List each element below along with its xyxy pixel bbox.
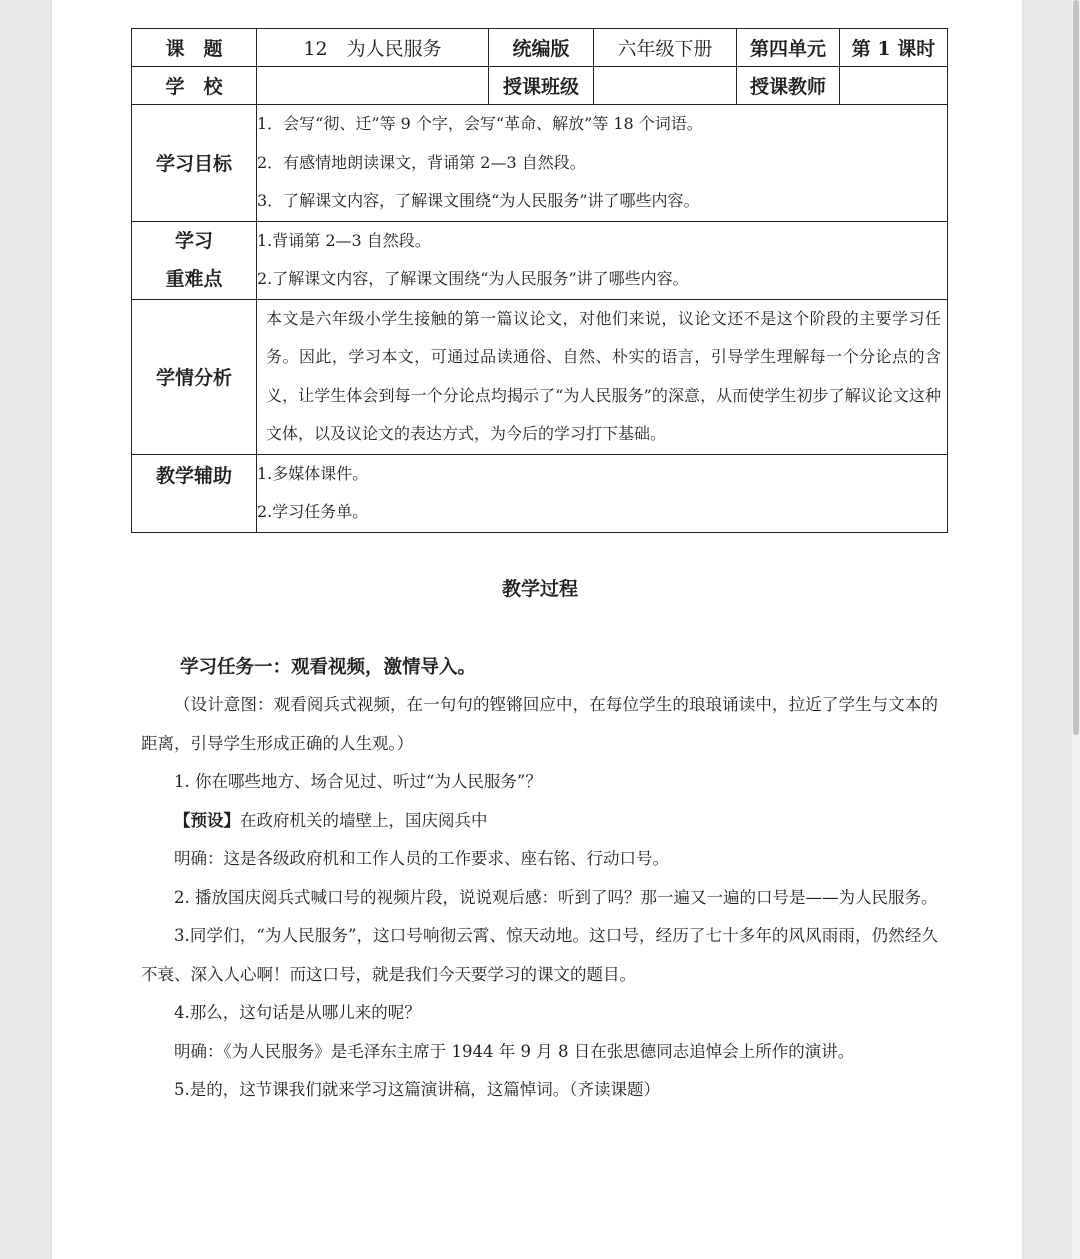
school-label: 学 校 <box>132 67 257 105</box>
question-4: 4.那么，这句话是从哪儿来的呢？ <box>174 1003 421 1022</box>
aids-cell <box>257 454 948 532</box>
key-points-label <box>132 221 257 299</box>
table-row <box>132 29 948 67</box>
question-2: 2. 播放国庆阅兵式喊口号的视频片段，说说观后感：听到了吗？那一遍又一遍的口号是——为人民服务。 <box>174 887 938 907</box>
clarification-2: 明确：《为人民服务》是毛泽东主席于 1944 年 9 月 8 日在张思德同志追悼会上所作的演讲。 <box>174 1041 855 1061</box>
preset-label: 【预设】 <box>174 810 240 830</box>
key-points-label-line2: 重难点 <box>165 268 223 290</box>
question-1: 1. 你在哪些地方、场合见过、听过“为人民服务”？ <box>174 772 542 791</box>
topic-label: 课 题 <box>132 29 257 67</box>
list-item: 1.背诵第 2—3 自然段。 <box>257 230 431 250</box>
clarification-1: 明确：这是各级政府机和工作人员的工作要求、座右铭、行动口号。 <box>174 849 669 868</box>
school-value <box>257 67 489 105</box>
key-points-label-line1: 学习 <box>174 229 213 252</box>
analysis-label: 学情分析 <box>132 299 257 454</box>
class-label: 授课班级 <box>489 67 594 105</box>
grade-cell: 六年级下册 <box>594 29 737 67</box>
aids-label: 教学辅助 <box>132 454 257 532</box>
scrollbar[interactable] <box>1072 0 1080 1259</box>
goals-label: 学习目标 <box>132 105 257 222</box>
list-item: 1．会写“彻、迁”等 9 个字，会写“革命、解放”等 18 个词语。 <box>257 114 703 133</box>
edition-cell: 统编版 <box>489 29 594 67</box>
table-row <box>132 67 948 105</box>
analysis-cell <box>257 299 948 454</box>
preset-answer <box>141 802 938 841</box>
teaching-process-body <box>141 650 938 1110</box>
unit-cell: 第四单元 <box>737 29 840 67</box>
table-row <box>132 221 948 299</box>
teacher-label: 授课教师 <box>737 67 840 105</box>
task-heading: 学习任务一：观看视频，激情导入。 <box>180 657 477 678</box>
table-row <box>132 105 948 222</box>
list-item: 2.学习任务单。 <box>257 502 369 521</box>
period-cell: 第 1 课时 <box>840 29 948 67</box>
teacher-value <box>840 67 948 105</box>
section-title: 教学过程 <box>501 578 578 600</box>
class-value <box>594 67 737 105</box>
table-row <box>132 454 948 532</box>
key-points-cell <box>257 221 948 299</box>
goals-cell <box>257 105 948 222</box>
list-item: 3．了解课文内容，了解课文围绕“为人民服务”讲了哪些内容。 <box>257 191 700 210</box>
list-item: 2.了解课文内容，了解课文围绕“为人民服务”讲了哪些内容。 <box>257 269 689 288</box>
question-5: 5.是的，这节课我们就来学习这篇演讲稿，这篇悼词。（齐读课题） <box>174 1080 660 1099</box>
question-3: 3.同学们，“为人民服务”，这口号响彻云霄、惊天动地。这口号，经历了七十多年的风风雨雨，仍然经久不衰、深入人心啊！而这口号，就是我们今天要学习的课文的题目。 <box>141 926 938 984</box>
list-item: 1.多媒体课件。 <box>257 463 369 483</box>
lesson-title: 12 为人民服务 <box>257 29 489 67</box>
list-item: 2．有感情地朗读课文，背诵第 2—3 自然段。 <box>257 152 586 172</box>
lesson-plan-table <box>131 28 948 533</box>
preset-text: 在政府机关的墙壁上，国庆阅兵中 <box>240 810 488 830</box>
design-intent: （设计意图：观看阅兵式视频，在一句句的铿锵回应中，在每位学生的琅琅诵读中，拉近了学生与文本的距离，引导学生形成正确的人生观。） <box>141 695 938 753</box>
scrollbar-thumb[interactable] <box>1073 0 1079 735</box>
table-row <box>132 299 948 454</box>
analysis-text: 本文是六年级小学生接触的第一篇议论文，对他们来说，议论文还不是这个阶段的主要学习任务。因此，学习本文，可通过品读通俗、自然、朴实的语言，引导学生理解每一个分论点的含义，让学生体会到每一个分论点均揭示了“为人民服务”的深意，从而使学生初步了解议论文这种文体，以及议论文的表达方式，为今后的学习打下基础。 <box>266 308 941 443</box>
